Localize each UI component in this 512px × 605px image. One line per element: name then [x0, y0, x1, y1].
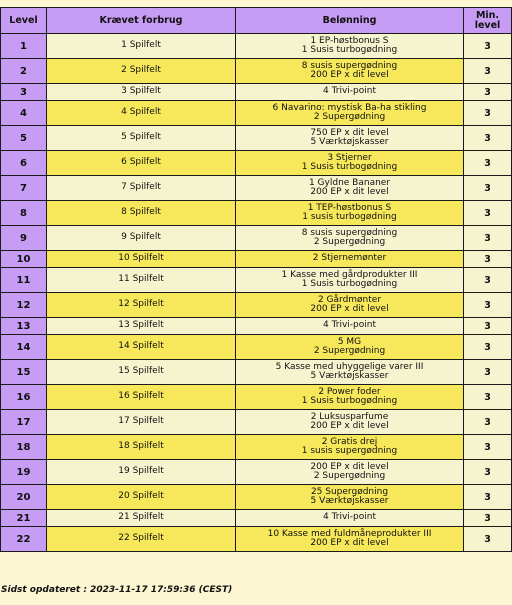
reward-line: 25 Supergødning [310, 486, 389, 497]
reward-cell [236, 226, 464, 251]
table-row [1, 360, 512, 385]
level-cell: 5 [1, 126, 47, 151]
table-row [1, 84, 512, 101]
level-cell: 13 [1, 318, 47, 335]
level-cell: 8 [1, 201, 47, 226]
reward-cell [236, 151, 464, 176]
table-row [1, 527, 512, 552]
requirement-cell: 4 Spilfelt [47, 101, 236, 126]
level-cell: 15 [1, 360, 47, 385]
reward-cell [236, 435, 464, 460]
reward-line: 10 Kasse med fuldmåneprodukter III [267, 528, 432, 539]
requirement-cell: 6 Spilfelt [47, 151, 236, 176]
reward-line: 5 Værktøjskasser [310, 371, 389, 381]
level-cell: 2 [1, 59, 47, 84]
reward-cell [236, 410, 464, 435]
requirement-cell: 11 Spilfelt [47, 268, 236, 293]
table-row [1, 510, 512, 527]
reward-line: 5 MG [337, 336, 362, 347]
table-row [1, 201, 512, 226]
reward-cell [236, 460, 464, 485]
table-row [1, 101, 512, 126]
reward-line: 1 Susis turbogødning [301, 396, 398, 406]
header-min-level-line1: Min. [475, 9, 500, 21]
reward-line: 1 Susis turbogødning [301, 45, 398, 55]
requirement-cell: 1 Spilfelt [47, 34, 236, 59]
table-row [1, 485, 512, 510]
reward-line: 2 Supergødning [313, 237, 386, 247]
reward-line: 200 EP x dit level [310, 461, 389, 472]
table-row [1, 435, 512, 460]
requirement-cell: 13 Spilfelt [47, 318, 236, 335]
reward-cell [236, 335, 464, 360]
level-cell: 3 [1, 84, 47, 101]
reward-cell [236, 201, 464, 226]
min-level-cell: 3 [464, 59, 512, 84]
reward-line: 5 Værktøjskasser [310, 496, 389, 506]
reward-line: 8 susis supergødning [301, 60, 398, 71]
min-level-cell: 3 [464, 101, 512, 126]
table-row [1, 460, 512, 485]
level-cell: 7 [1, 176, 47, 201]
reward-line: 200 EP x dit level [310, 187, 389, 197]
reward-cell [236, 527, 464, 552]
reward-cell [236, 59, 464, 84]
table-row [1, 226, 512, 251]
reward-line: 2 Gårdmønter [317, 294, 382, 305]
level-cell: 21 [1, 510, 47, 527]
table-row [1, 293, 512, 318]
min-level-cell: 3 [464, 335, 512, 360]
reward-line: 6 Navarino: mystisk Ba-ha stikling [272, 102, 427, 113]
table-row [1, 385, 512, 410]
reward-line: 200 EP x dit level [310, 538, 389, 548]
min-level-cell: 3 [464, 318, 512, 335]
level-cell: 11 [1, 268, 47, 293]
reward-line: 3 Stjerner [327, 152, 372, 163]
header-min-level [464, 8, 512, 34]
table-row [1, 410, 512, 435]
reward-cell [236, 176, 464, 201]
min-level-cell: 3 [464, 151, 512, 176]
level-cell: 9 [1, 226, 47, 251]
table-row [1, 126, 512, 151]
level-cell: 12 [1, 293, 47, 318]
level-cell: 1 [1, 34, 47, 59]
reward-line: 4 Trivi-point [323, 512, 376, 523]
reward-cell [236, 385, 464, 410]
min-level-cell: 3 [464, 226, 512, 251]
reward-line: 1 Gyldne Bananer [308, 177, 391, 188]
min-level-cell: 3 [464, 510, 512, 527]
table-body [1, 34, 512, 552]
reward-cell [236, 251, 464, 268]
reward-cell [236, 360, 464, 385]
requirement-cell: 16 Spilfelt [47, 385, 236, 410]
reward-line: 2 Gratis drej [321, 436, 378, 447]
min-level-cell: 3 [464, 293, 512, 318]
reward-line: 2 Luksusparfume [310, 411, 389, 422]
reward-cell [236, 293, 464, 318]
min-level-cell: 3 [464, 485, 512, 510]
reward-line: 2 Stjernemønter [312, 253, 387, 264]
min-level-cell: 3 [464, 251, 512, 268]
table-row [1, 176, 512, 201]
reward-line: 4 Trivi-point [323, 86, 376, 97]
header-min-level-line2: level [474, 19, 501, 31]
reward-line: 200 EP x dit level [310, 70, 389, 80]
table-header-row [1, 8, 512, 34]
table-row [1, 59, 512, 84]
min-level-cell: 3 [464, 435, 512, 460]
reward-line: 200 EP x dit level [310, 421, 389, 431]
reward-line: 2 Supergødning [313, 346, 386, 356]
reward-cell [236, 268, 464, 293]
requirement-cell: 2 Spilfelt [47, 59, 236, 84]
requirement-cell: 20 Spilfelt [47, 485, 236, 510]
table-row [1, 318, 512, 335]
requirement-cell: 9 Spilfelt [47, 226, 236, 251]
level-cell: 17 [1, 410, 47, 435]
level-cell: 4 [1, 101, 47, 126]
level-cell: 19 [1, 460, 47, 485]
requirement-cell: 14 Spilfelt [47, 335, 236, 360]
min-level-cell: 3 [464, 360, 512, 385]
last-updated-text: Sidst opdateret : 2023-11-17 17:59:36 (CEST) [1, 585, 233, 595]
requirement-cell: 18 Spilfelt [47, 435, 236, 460]
min-level-cell: 3 [464, 126, 512, 151]
reward-line: 1 susis turbogødning [302, 212, 397, 222]
min-level-cell: 3 [464, 201, 512, 226]
reward-line: 1 Susis turbogødning [301, 162, 398, 172]
reward-line: 4 Trivi-point [323, 320, 376, 331]
reward-line: 200 EP x dit level [310, 304, 389, 314]
reward-cell [236, 101, 464, 126]
header-level: Level [1, 8, 47, 34]
table-row [1, 268, 512, 293]
reward-cell [236, 84, 464, 101]
table-row [1, 151, 512, 176]
min-level-cell: 3 [464, 460, 512, 485]
requirement-cell: 7 Spilfelt [47, 176, 236, 201]
level-rewards-table [0, 7, 512, 552]
level-cell: 22 [1, 527, 47, 552]
header-requirement: Krævet forbrug [47, 8, 236, 34]
reward-line: 750 EP x dit level [310, 127, 389, 138]
requirement-cell: 19 Spilfelt [47, 460, 236, 485]
requirement-cell: 5 Spilfelt [47, 126, 236, 151]
table-row [1, 335, 512, 360]
level-cell: 6 [1, 151, 47, 176]
min-level-cell: 3 [464, 268, 512, 293]
requirement-cell: 17 Spilfelt [47, 410, 236, 435]
requirement-cell: 15 Spilfelt [47, 360, 236, 385]
reward-cell [236, 34, 464, 59]
requirement-cell: 3 Spilfelt [47, 84, 236, 101]
level-cell: 18 [1, 435, 47, 460]
reward-line: 1 Kasse med gårdprodukter III [281, 269, 418, 280]
level-cell: 20 [1, 485, 47, 510]
reward-cell [236, 510, 464, 527]
requirement-cell: 21 Spilfelt [47, 510, 236, 527]
level-cell: 16 [1, 385, 47, 410]
min-level-cell: 3 [464, 527, 512, 552]
level-cell: 14 [1, 335, 47, 360]
reward-line: 1 EP-høstbonus S [310, 35, 389, 46]
level-cell: 10 [1, 251, 47, 268]
reward-cell [236, 126, 464, 151]
reward-cell [236, 485, 464, 510]
requirement-cell: 22 Spilfelt [47, 527, 236, 552]
min-level-cell: 3 [464, 84, 512, 101]
header-reward: Belønning [236, 8, 464, 34]
reward-line: 1 TEP-høstbonus S [307, 202, 392, 213]
table-row [1, 251, 512, 268]
requirement-cell: 12 Spilfelt [47, 293, 236, 318]
requirement-cell: 10 Spilfelt [47, 251, 236, 268]
reward-line: 2 Supergødning [313, 112, 386, 122]
reward-line: 1 Susis turbogødning [301, 279, 398, 289]
reward-line: 2 Power foder [318, 386, 381, 397]
min-level-cell: 3 [464, 385, 512, 410]
reward-line: 5 Kasse med uhyggelige varer III [275, 361, 424, 372]
min-level-cell: 3 [464, 176, 512, 201]
requirement-cell: 8 Spilfelt [47, 201, 236, 226]
min-level-cell: 3 [464, 410, 512, 435]
min-level-cell: 3 [464, 34, 512, 59]
reward-line: 8 susis supergødning [301, 227, 398, 238]
table-row [1, 34, 512, 59]
reward-cell [236, 318, 464, 335]
reward-line: 2 Supergødning [313, 471, 386, 481]
reward-line: 5 Værktøjskasser [310, 137, 389, 147]
reward-line: 1 susis supergødning [301, 446, 398, 456]
